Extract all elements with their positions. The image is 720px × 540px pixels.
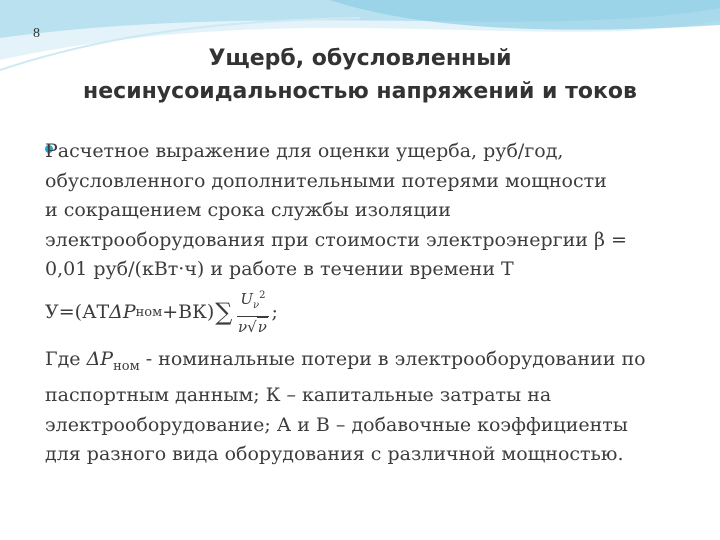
sum-symbol: ∑: [215, 298, 233, 326]
description-line: для разного вида оборудования с различной мощностью.: [45, 443, 624, 466]
fraction-denominator: ν√ν: [238, 318, 267, 336]
formula-delta-p: ΔР: [109, 301, 136, 323]
paragraph-line: и сокращением срока службы изоляции: [45, 199, 451, 221]
paragraph-line: электрооборудования при стоимости электроэнергии β =: [45, 228, 627, 251]
description-line: Где $\Delta P_{ном}$ - номинальные потери в электрооборудовании по: [45, 348, 646, 374]
formula-tail: ;: [271, 301, 278, 323]
slide-title: [40, 42, 680, 108]
description-line: электрооборудование; А и В – добавочные коэффициенты: [45, 413, 628, 436]
body-paragraph: [45, 137, 685, 285]
description-line: паспортным данным; К – капитальные затраты на: [45, 384, 552, 407]
slide-number: 8: [33, 26, 40, 41]
paragraph-line: 0,01 руб/(кВт·ч) и работе в течении времени Т: [45, 258, 514, 280]
damage-formula: [45, 284, 278, 340]
formula-description: [45, 345, 685, 470]
formula-fraction: [237, 287, 268, 337]
formula-lhs: У=(АТ: [45, 301, 110, 323]
title-line: Ущерб, обусловленный: [208, 46, 512, 71]
formula-mid: +ВК): [162, 301, 215, 323]
formula-delta-p-sub: ном: [135, 304, 163, 320]
paragraph-line: обусловленного дополнительными потерями мощности: [45, 169, 607, 192]
paragraph-line: Расчетное выражение для оценки ущерба, руб/год,: [45, 140, 564, 162]
title-line: несинусоидальностью напряжений и токов: [83, 79, 637, 104]
fraction-numerator: $U_\nu^2$: [237, 287, 268, 317]
